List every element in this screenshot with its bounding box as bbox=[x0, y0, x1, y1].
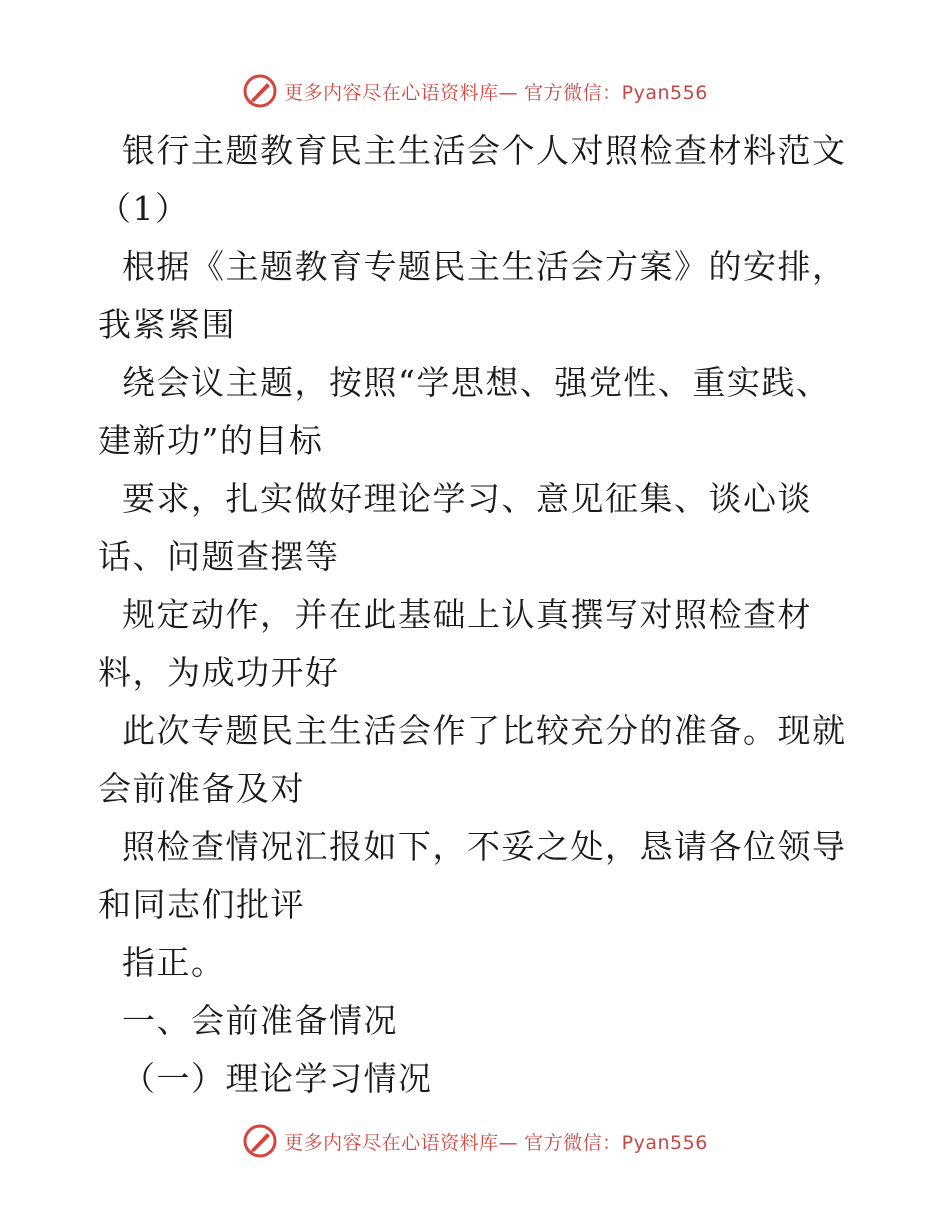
document-line: 我紧紧围 bbox=[98, 305, 236, 344]
document-line: （1） bbox=[98, 189, 190, 228]
document-line: 绕会议主题，按照“学思想、强党性、重实践、 bbox=[98, 363, 831, 402]
document-line: 此次专题民主生活会作了比较充分的准备。现就 bbox=[98, 711, 847, 750]
document-line: 和同志们批评 bbox=[98, 885, 305, 924]
document-body bbox=[98, 122, 858, 1108]
document-line: 建新功”的目标 bbox=[98, 421, 324, 460]
document-line: 银行主题教育民主生活会个人对照检查材料范文 bbox=[98, 131, 847, 170]
document-line: 规定动作，并在此基础上认真撰写对照检查材 bbox=[98, 595, 812, 634]
header-banner bbox=[0, 71, 950, 111]
header-banner-text: 更多内容尽在心语资料库— bbox=[284, 81, 519, 104]
document-line: 根据《主题教育专题民主生活会方案》的安排， bbox=[98, 247, 847, 286]
document-line: 料，为成功开好 bbox=[98, 653, 340, 692]
document-line: 话、问题查摆等 bbox=[98, 537, 340, 576]
footer-banner-wechat: 官方微信：Pyan556 bbox=[524, 1131, 708, 1154]
pen-logo-icon bbox=[242, 1123, 278, 1159]
header-banner-wechat: 官方微信：Pyan556 bbox=[524, 81, 708, 104]
section-heading: 一、会前准备情况 bbox=[98, 1001, 398, 1040]
document-line: 要求，扎实做好理论学习、意见征集、谈心谈 bbox=[98, 479, 812, 518]
footer-banner-text: 更多内容尽在心语资料库— bbox=[284, 1131, 519, 1154]
footer-banner bbox=[0, 1121, 950, 1161]
document-line: 指正。 bbox=[98, 943, 226, 982]
document-line: 会前准备及对 bbox=[98, 769, 305, 808]
document-line: 照检查情况汇报如下，不妥之处，恳请各位领导 bbox=[98, 827, 847, 866]
pen-logo-icon bbox=[242, 73, 278, 109]
subsection-heading: （一）理论学习情况 bbox=[98, 1059, 433, 1098]
